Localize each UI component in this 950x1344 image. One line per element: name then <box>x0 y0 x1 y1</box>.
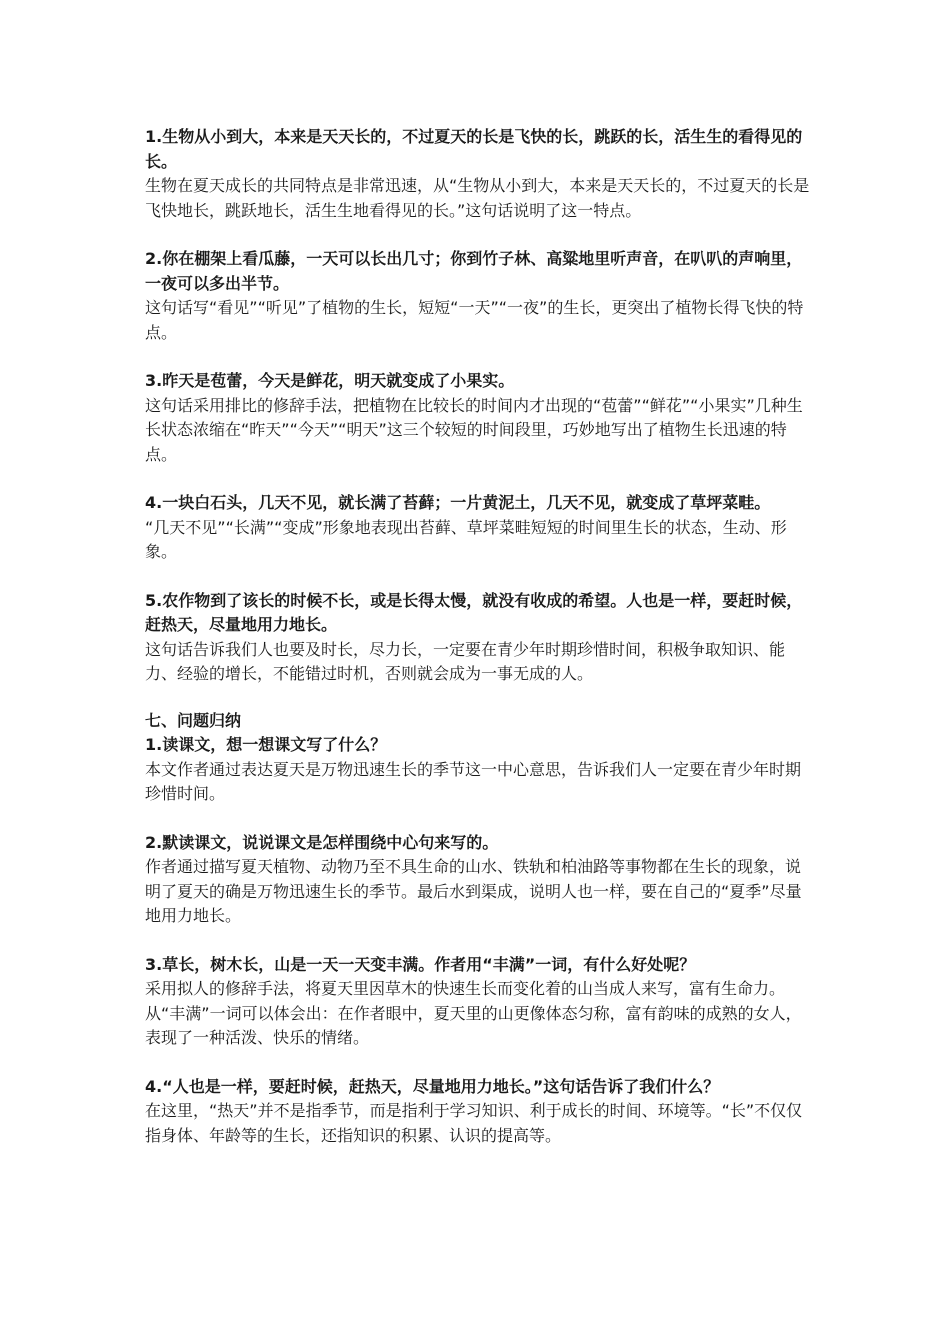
section-7 <box>145 709 815 1149</box>
answer-text: 作者通过描写夏天植物、动物乃至不具生命的山水、铁轨和柏油路等事物都在生长的现象，说明了夏天的确是万物迅速生长的季节。最后水到渠成，说明人也一样，要在自己的“夏季”尽量地用力地长。 <box>145 857 802 925</box>
question-text: 2.默读课文，说说课文是怎样围绕中心句来写的。 <box>145 832 499 852</box>
summary-block-4 <box>145 1075 815 1149</box>
qa-block-2 <box>145 247 815 345</box>
summary-block-3 <box>145 953 815 1051</box>
qa-block-5 <box>145 589 815 687</box>
answer-text: 这句话告诉我们人也要及时长，尽力长，一定要在青少年时期珍惜时间，积极争取知识、能力、经验的增长，不能错过时机，否则就会成为一事无成的人。 <box>145 639 786 683</box>
summary-block-1 <box>145 733 815 807</box>
section-heading: 七、问题归纳 <box>145 710 242 730</box>
qa-block-4 <box>145 491 815 565</box>
question-text: 4.“人也是一样，要赶时候，赶热天，尽量地用力地长。”这句话告诉了我们什么？ <box>145 1076 720 1096</box>
question-text: 3.昨天是苞蕾，今天是鲜花，明天就变成了小果实。 <box>145 371 515 390</box>
question-text: 2.你在棚架上看瓜藤，一天可以长出几寸；你到竹子林、高粱地里听声音，在叭叭的声响里，一夜可以多出半节。 <box>145 249 803 293</box>
answer-text: 这句话写“看见”“听见”了植物的生长，短短“一天”“一夜”的生长，更突出了植物长得飞快的特点。 <box>145 298 804 342</box>
question-text: 3.草长，树木长，山是一天一天变丰满。作者用“丰满”一词，有什么好处呢？ <box>145 954 696 974</box>
answer-text: “几天不见”“长满”“变成”形象地表现出苔藓、草坪菜畦短短的时间里生长的状态，生动、形象。 <box>145 517 787 561</box>
qa-block-1 <box>145 125 815 223</box>
question-text: 4.一块白石头，几天不见，就长满了苔藓；一片黄泥土，几天不见，就变成了草坪菜畦。 <box>145 493 771 512</box>
document-page <box>145 125 815 1172</box>
answer-text: 在这里，“热天”并不是指季节，而是指利于学习知识、利于成长的时间、环境等。“长”不仅仅指身体、年龄等的生长，还指知识的积累、认识的提高等。 <box>145 1101 803 1145</box>
question-text: 1.生物从小到大，本来是天天长的，不过夏天的长是飞快的长，跳跃的长，活生生的看得见的长。 <box>145 127 803 171</box>
answer-text: 本文作者通过表达夏天是万物迅速生长的季节这一中心意思，告诉我们人一定要在青少年时期珍惜时间。 <box>145 759 802 803</box>
question-text: 1.读课文，想一想课文写了什么？ <box>145 735 387 754</box>
qa-block-3 <box>145 369 815 467</box>
answer-text: 采用拟人的修辞手法，将夏天里因草木的快速生长而变化着的山当成人来写，富有生命力。从“丰满”一词可以体会出：在作者眼中，夏天里的山更像体态匀称，富有韵味的成熟的女人，表现了一种活泼、快乐的情绪。 <box>145 979 802 1047</box>
answer-text: 生物在夏天成长的共同特点是非常迅速，从“生物从小到大，本来是天天长的，不过夏天的长是飞快地长，跳跃地长，活生生地看得见的长。”这句话说明了这一特点。 <box>145 176 810 220</box>
summary-block-2 <box>145 831 815 929</box>
question-text: 5.农作物到了该长的时候不长，或是长得太慢，就没有收成的希望。人也是一样，要赶时候，赶热天，尽量地用力地长。 <box>145 590 803 634</box>
answer-text: 这句话采用排比的修辞手法，把植物在比较长的时间内才出现的“苞蕾”“鲜花”“小果实”几种生长状态浓缩在“昨天”“今天”“明天”这三个较短的时间段里，巧妙地写出了植物生长迅速的特点。 <box>145 395 803 464</box>
